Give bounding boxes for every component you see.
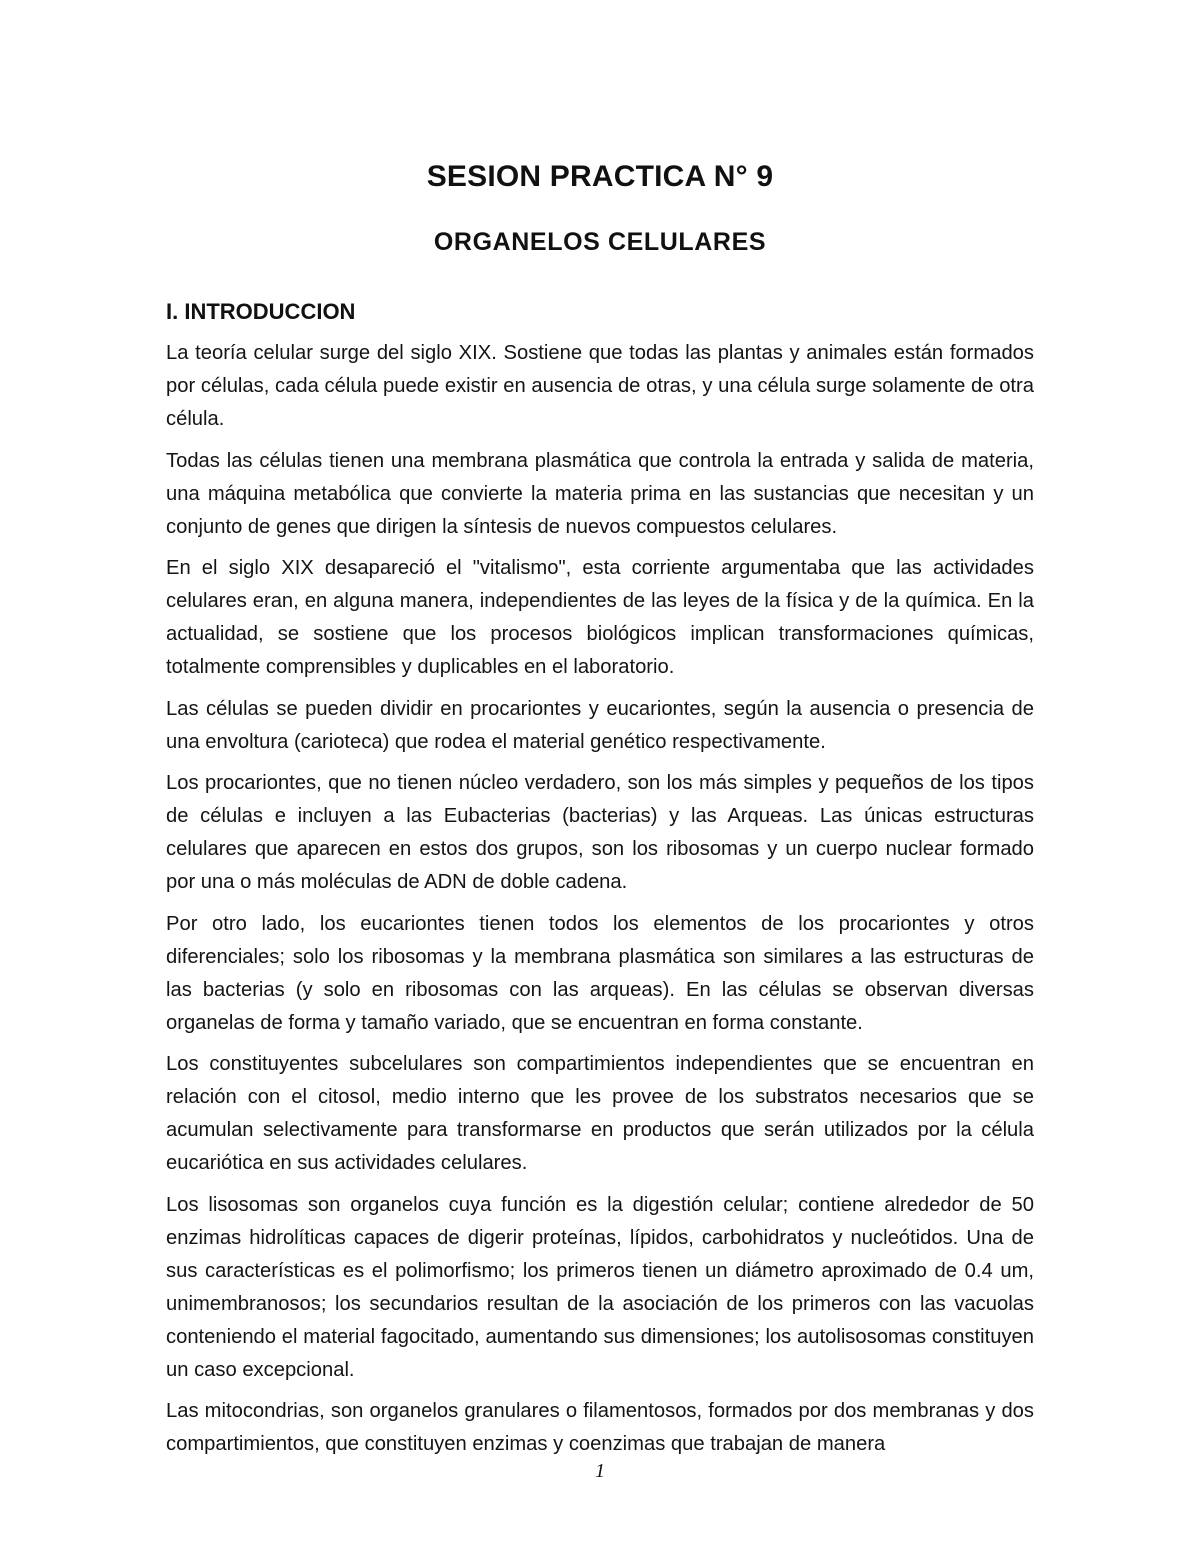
paragraph-procariontes-eucariontes: Las células se pueden dividir en procariontes y eucariontes, según la ausencia o presencia de una envoltura (carioteca) que rodea el material genético respectivamente. — [166, 697, 1034, 753]
page-number: 1 — [595, 1460, 605, 1482]
introduction-body — [166, 337, 1034, 1470]
section-heading-introduccion: I. INTRODUCCION — [166, 299, 356, 324]
document-subtitle: ORGANELOS CELULARES — [433, 228, 767, 256]
paragraph-procariontes: Los procariontes, que no tienen núcleo verdadero, son los más simples y pequeños de los tipos de células e incluyen a las Eubacterias (bacterias) y las Arqueas. Las únicas estructuras celulares que aparecen en estos dos grupos, son los ribosomas y un cuerpo nuclear formado por una o más moléculas de ADN de doble cadena. — [166, 772, 1034, 893]
paragraph-lisosomas: Los lisosomas son organelos cuya función es la digestión celular; contiene alrededor de 50 enzimas hidrolíticas capaces de digerir proteínas, lípidos, carbohidratos y nucleótidos. Una de sus características es el polimorfismo; los primeros tienen un diámetro aproximado de 0.4 um, unimembranosos; los secundarios resultan de la asociación de los primeros con las vacuolas conteniendo el material fagocitado, aumentando sus dimensiones; los autolisosomas constituyen un caso excepcional. — [166, 1193, 1034, 1381]
paragraph-membrana-plasmatica: Todas las células tienen una membrana plasmática que controla la entrada y salida de materia, una máquina metabólica que convierte la materia prima en las sustancias que necesitan y un conjunto de genes que dirigen la síntesis de nuevos compuestos celulares. — [166, 449, 1034, 538]
paragraph-vitalismo: En el siglo XIX desapareció el "vitalismo", esta corriente argumentaba que las actividades celulares eran, en alguna manera, independientes de las leyes de la física y de la química. En la actualidad, se sostiene que los procesos biológicos implican transformaciones químicas, totalmente comprensibles y duplicables en el laboratorio. — [166, 557, 1034, 678]
paragraph-mitocondrias: Las mitocondrias, son organelos granulares o filamentosos, formados por dos membranas y dos compartimientos, que constituyen enzimas y coenzimas que trabajan de manera — [166, 1400, 1034, 1455]
paragraph-eucariontes: Por otro lado, los eucariontes tienen todos los elementos de los procariontes y otros diferenciales; solo los ribosomas y la membrana plasmática son similares a las estructuras de las bacterias (y solo en ribosomas con las arqueas). En las células se observan diversas organelas de forma y tamaño variado, que se encuentran en forma constante. — [166, 912, 1034, 1034]
paragraph-constituyentes-subcelulares: Los constituyentes subcelulares son compartimientos independientes que se encuentran en relación con el citosol, medio interno que les provee de los substratos necesarios que se acumulan selectivamente para transformarse en productos que serán utilizados por la célula eucariótica en sus actividades celulares. — [166, 1053, 1034, 1174]
paragraph-teoria-celular: La teoría celular surge del siglo XIX. Sostiene que todas las plantas y animales están formados por células, cada célula puede existir en ausencia de otras, y una célula surge solamente de otra célula. — [166, 342, 1034, 430]
document-title: SESION PRACTICA N° 9 — [426, 160, 774, 193]
